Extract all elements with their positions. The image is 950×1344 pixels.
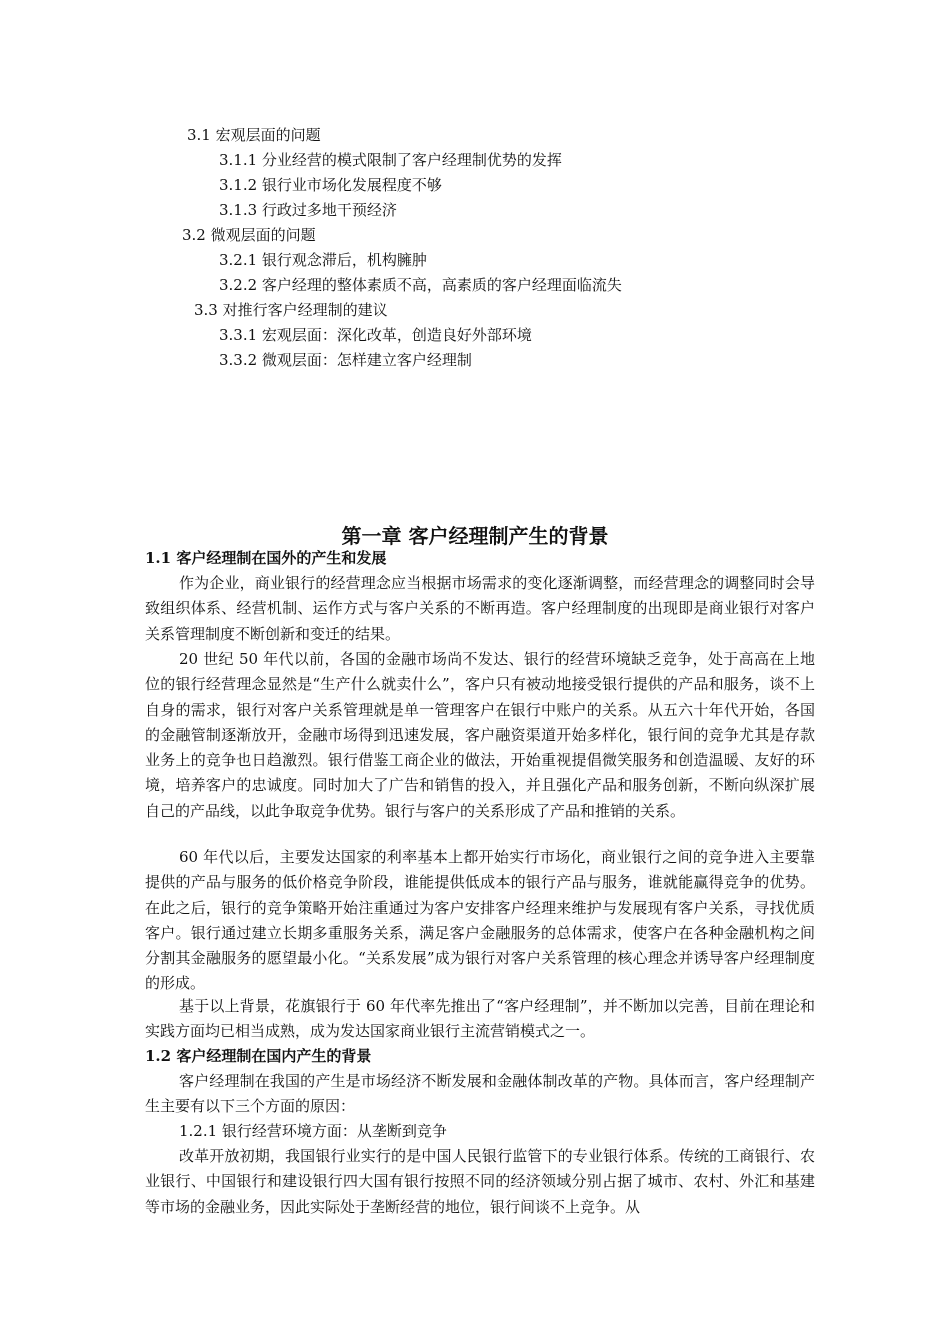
toc-item-3-1-1: 3.1.1 分业经营的模式限制了客户经理制优势的发挥 [219, 151, 562, 169]
chapter-title: 第一章 客户经理制产生的背景 [341, 524, 609, 548]
toc-item-3-1-3: 3.1.3 行政过多地干预经济 [219, 201, 397, 219]
paragraph: 客户经理制在我国的产生是市场经济不断发展和金融体制改革的产物。具体而言，客户经理制产生主要有以下三个方面的原因： [145, 1072, 815, 1116]
paragraph: 改革开放初期，我国银行业实行的是中国人民银行监管下的专业银行体系。传统的工商银行、农业银行、中国银行和建设银行四大国有银行按照不同的经济领域分别占据了城市、农村、外汇和基建等市场的金融业务，因此实际处于垄断经营的地位，银行间谈不上竞争。从 [145, 1147, 815, 1216]
toc-item-3-3-2: 3.3.2 微观层面：怎样建立客户经理制 [219, 351, 472, 369]
section-heading-1-2: 1.2 客户经理制在国内产生的背景 [145, 1047, 372, 1065]
paragraph: 基于以上背景，花旗银行于 60 年代率先推出了“客户经理制”，并不断加以完善，目前在理论和实践方面均已相当成熟，成为发达国家商业银行主流营销模式之一。 [145, 997, 815, 1041]
toc-item-3-2: 3.2 微观层面的问题 [182, 226, 316, 244]
paragraph: 20 世纪 50 年代以前，各国的金融市场尚不发达、银行的经营环境缺乏竞争，处于高高在上地位的银行经营理念显然是“生产什么就卖什么”，客户只有被动地接受银行提供的产品和服务，谈不上自身的需求，银行对客户关系管理就是单一管理客户在银行中账户的关系。从五六十年代开始，各国的金融管制逐渐放开，金融市场得到迅速发展，客户融资渠道开始多样化，银行间的竞争尤其是存款业务上的竞争也日趋激烈。银行借鉴工商企业的做法，开始重视提倡微笑服务和创造温暖、友好的环境，培养客户的忠诚度。同时加大了广告和销售的投入，并且强化产品和服务创新，不断向纵深扩展自己的产品线，以此争取竞争优势。银行与客户的关系形成了产品和推销的关系。 [145, 650, 815, 820]
toc-item-3-1-2: 3.1.2 银行业市场化发展程度不够 [219, 176, 442, 194]
paragraph: 作为企业，商业银行的经营理念应当根据市场需求的变化逐渐调整，而经营理念的调整同时会导致组织体系、经营机制、运作方式与客户关系的不断再造。客户经理制度的出现即是商业银行对客户关系管理制度不断创新和变迁的结果。 [145, 574, 815, 643]
paragraph: 60 年代以后，主要发达国家的利率基本上都开始实行市场化，商业银行之间的竞争进入主要靠提供的产品与服务的低价格竞争阶段，谁能提供低成本的银行产品与服务，谁就能赢得竞争的优势。在此之后，银行的竞争策略开始注重通过为客户安排客户经理来维护与发展现有客户关系，寻找优质客户。银行通过建立长期多重服务关系，满足客户金融服务的总体需求，使客户在各种金融机构之间分割其金融服务的愿望最小化。“关系发展”成为银行对客户关系管理的核心理念并诱导客户经理制度的形成。 [145, 848, 815, 993]
toc-item-3-1: 3.1 宏观层面的问题 [187, 126, 321, 144]
toc-item-3-3: 3.3 对推行客户经理制的建议 [194, 301, 388, 319]
subsection-heading-1-2-1: 1.2.1 银行经营环境方面：从垄断到竞争 [179, 1122, 447, 1140]
toc-item-3-3-1: 3.3.1 宏观层面：深化改革，创造良好外部环境 [219, 326, 532, 344]
section-heading-1-1: 1.1 客户经理制在国外的产生和发展 [145, 549, 387, 567]
toc-item-3-2-1: 3.2.1 银行观念滞后，机构臃肿 [219, 251, 427, 269]
toc-item-3-2-2: 3.2.2 客户经理的整体素质不高，高素质的客户经理面临流失 [219, 276, 622, 294]
